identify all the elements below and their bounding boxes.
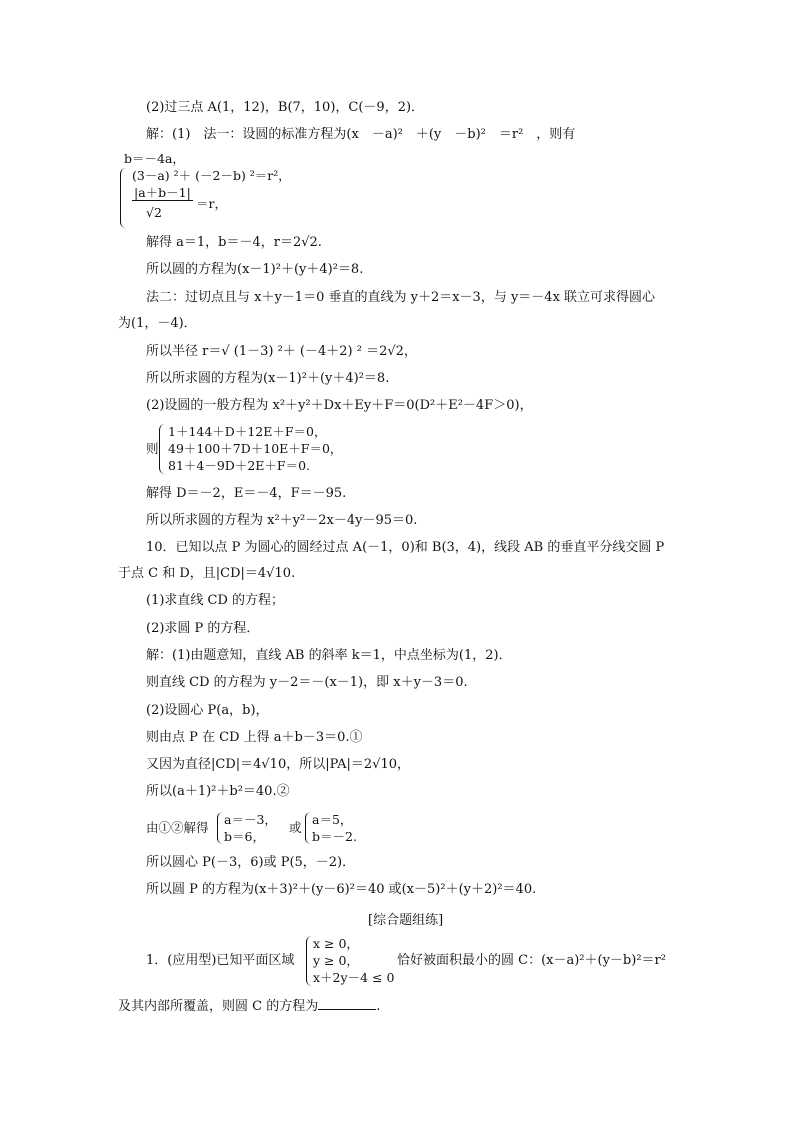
system2-prefix: 则 xyxy=(146,441,159,456)
system4-brace xyxy=(306,936,313,986)
solution-10-circle-equations: 所以圆 P 的方程为(x＋3)²＋(y－6)²＝40 或(x－5)²＋(y＋2)²＝40. xyxy=(146,882,537,897)
solution-10-2-eq1: 则由点 P 在 CD 上得 a＋b－3＝0.① xyxy=(146,730,363,745)
problem-2-statement: (2)过三点 A(1，12)，B(7，10)，C(－9，2)． xyxy=(146,100,425,115)
solution-10-1: 解：(1)由题意知，直线 AB 的斜率 k＝1，中点坐标为(1，2)． xyxy=(146,648,512,663)
problem-10-part-1: (1)求直线 CD 的方程； xyxy=(146,593,285,608)
solution-10-2-diameter: 又因为直径|CD|＝4√10，所以|PA|＝2√10， xyxy=(146,757,411,772)
system1-numerator: |a＋b－1| xyxy=(134,185,191,200)
system1-denominator: √2 xyxy=(146,205,162,220)
system2-eq1: 1＋144＋D＋12E＋F＝0， xyxy=(168,424,327,439)
problem-1-statement-end xyxy=(118,997,380,1015)
method-2-center: 为(1，－4)． xyxy=(118,316,197,331)
system4-ineq1: x ≥ 0， xyxy=(313,936,359,951)
solution-10-1-line-cd: 则直线 CD 的方程为 y－2＝－(x－1)，即 x＋y－3＝0. xyxy=(146,675,468,690)
system3-b2: b＝－2. xyxy=(312,829,357,844)
problem-10-statement: 10．已知以点 P 为圆心的圆经过点 A(－1，0)和 B(3，4)，线段 AB 的垂直平分线交圆 P xyxy=(146,540,665,555)
system3-brace-1 xyxy=(217,812,224,844)
system2-eq2: 49＋100＋7D＋10E＋F＝0， xyxy=(168,441,343,456)
system1-eq1: b＝－4a， xyxy=(124,151,185,166)
circle-equation-1: 所以圆的方程为(x－1)²＋(y＋4)²＝8. xyxy=(146,262,364,277)
system1-eq3-tail: ＝r， xyxy=(196,196,227,211)
system4-ineq2: y ≥ 0， xyxy=(313,953,359,968)
problem-1-period: . xyxy=(376,999,381,1014)
section-heading: [综合题组练] xyxy=(368,913,444,928)
system2-brace xyxy=(159,424,166,474)
system3-prefix: 由①②解得 xyxy=(146,820,209,835)
system4-ineq3: x＋2y－4 ≤ 0 xyxy=(313,970,395,985)
method-2-line: 法二：过切点且与 x＋y－1＝0 垂直的直线为 y＋2＝x－3，与 y＝－4x 联立可求得圆心 xyxy=(146,290,656,305)
answer-blank xyxy=(318,997,376,1010)
system1-brace xyxy=(120,168,127,228)
solution-10-centers: 所以圆心 P(－3，6)或 P(5，－2)． xyxy=(146,855,356,870)
radius-line: 所以半径 r＝√ (1－3) ²＋ (－4＋2) ² ＝2√2， xyxy=(146,344,417,359)
circle-equation-2: 所以所求圆的方程为(x－1)²＋(y＋4)²＝8. xyxy=(146,371,390,386)
system1-eq2: (3－a) ²＋ (－2－b) ²＝r²， xyxy=(132,168,291,183)
problem-1-statement-mid: 恰好被面积最小的圆 C：(x－a)²＋(y－b)²＝r² xyxy=(397,953,666,968)
solution-result-1: 解得 a＝1，b＝－4，r＝2√2. xyxy=(146,235,322,250)
solution-result-2: 解得 D＝－2，E＝－4，F＝－95. xyxy=(146,486,347,501)
solution-10-2-eq2: 所以(a＋1)²＋b²＝40.② xyxy=(146,784,290,799)
solution-method-1-intro: 解：(1) 法一：设圆的标准方程为(x －a)² ＋(y －b)² ＝r² ，则有 xyxy=(146,127,576,142)
solution-10-2-intro: (2)设圆心 P(a，b)， xyxy=(146,703,269,718)
system3-a1: a＝－3， xyxy=(224,812,277,827)
system3-b1: b＝6， xyxy=(224,829,265,844)
system3-a2: a＝5， xyxy=(312,812,353,827)
circle-equation-3: 所以所求圆的方程为 x²＋y²－2x－4y－95＝0. xyxy=(146,513,418,528)
problem-1-statement-start: 1．(应用型)已知平面区域 xyxy=(146,953,295,968)
system2-eq3: 81＋4－9D＋2E＋F＝0. xyxy=(168,458,311,473)
system3-brace-2 xyxy=(305,812,312,844)
problem-10-statement-cont: 于点 C 和 D，且|CD|＝4√10. xyxy=(118,566,296,581)
system3-or: 或 xyxy=(289,820,302,835)
problem-10-part-2: (2)求圆 P 的方程． xyxy=(146,621,260,636)
problem-1-text: 及其内部所覆盖，则圆 C 的方程为 xyxy=(118,999,319,1014)
general-equation-intro: (2)设圆的一般方程为 x²＋y²＋Dx＋Ey＋F＝0(D²＋E²－4F＞0)， xyxy=(146,398,533,413)
